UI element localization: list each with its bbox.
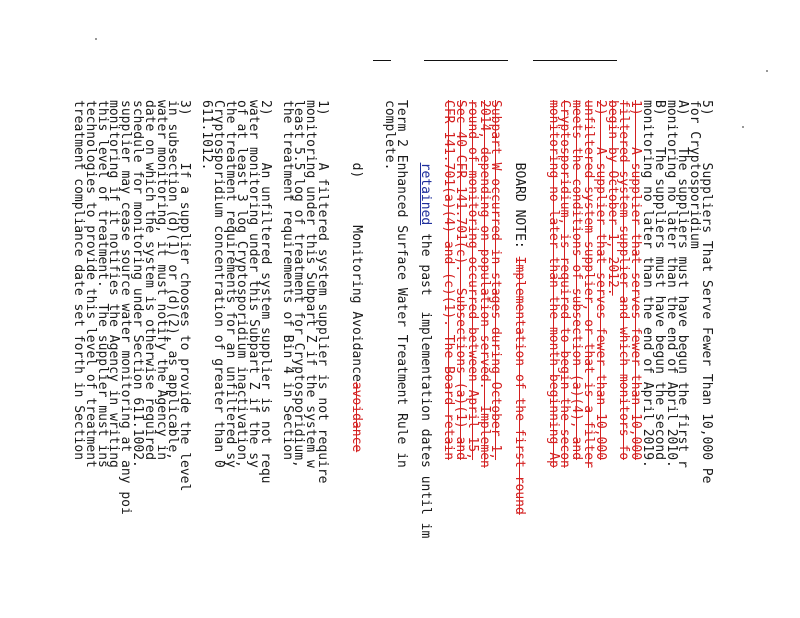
struck-text: avoidance	[348, 381, 364, 453]
text-line: Cryptosporidium concentration of greater than 0	[210, 100, 226, 468]
text-line: B) The suppliers must have begun the second	[651, 100, 667, 461]
text-line: this level of treatment. The supplier must ins	[94, 100, 110, 468]
text-line: of at least 3 log Cryptosporidium inactivation,	[234, 100, 250, 468]
section-5	[547, 100, 712, 618]
text-line: Term 2 Enhanced Surface Water Treatment Rule in	[394, 100, 410, 468]
section-d-item-3	[70, 100, 193, 618]
text-line: water monitoring, it must notify the Agency in	[153, 100, 169, 461]
struck-line: 1) A supplier that serves fewer than 10,000	[628, 100, 644, 461]
text-line: in subsection (d)(1) or (d)(2), as applicable,	[165, 100, 181, 461]
top-rule-long	[533, 60, 617, 61]
text-line: 611.1012.	[198, 100, 214, 171]
board-note	[383, 100, 536, 618]
board-note-label: BOARD NOTE:	[512, 162, 528, 249]
text-line: monitoring under this Subpart Z if the system w	[303, 100, 319, 468]
inserted-link-word[interactable]: retained	[417, 162, 433, 226]
struck-line: CFR 141.701(a)(4) and (c)(1). The Board retain	[441, 100, 457, 461]
struck-line: round of monitoring occurred between April 15,	[464, 100, 480, 461]
section-d-item-1	[279, 100, 331, 618]
struck-line: monitoring no later than the month beginning Ap	[545, 100, 561, 468]
text-line: least 5.5 log of treatment for Cryptosporidium,	[291, 100, 307, 468]
text-line: water monitoring under this Subpart Z if the sy	[246, 100, 262, 468]
rotated-text-body	[70, 100, 714, 618]
top-rule-short	[373, 60, 391, 61]
struck-line: meets the conditions of subsection (a)(4), and	[569, 100, 585, 461]
text-line: monitoring no later than the end of April 2019.	[640, 100, 656, 468]
text-line: complete.	[382, 100, 398, 171]
text-line: the treatment requirements of Bin 4 in Section	[279, 100, 295, 461]
scan-speck	[766, 70, 768, 72]
struck-line: Subpart W occurred in stages during October 1,	[488, 100, 504, 461]
text-line: treatment compliance date set forth in Section	[70, 100, 86, 461]
section-d-heading: d) Monitoring Avoidance	[348, 162, 364, 382]
text-line: 1) A filtered system supplier is not require	[315, 100, 331, 484]
text-line: A) The suppliers must have begun the first r	[675, 100, 691, 468]
struck-text: Implementation of the first round	[512, 256, 528, 515]
struck-line: unfiltered system supplier, or that is a filter	[581, 100, 597, 468]
text-line: for Cryptosporidium	[687, 100, 703, 249]
struck-line: Sec 40 CFR 141.701(c). Subsections (a)(1) and	[453, 100, 469, 461]
struck-line: 2) A supplier that serves fewer than 10,000	[592, 100, 608, 461]
text-line: date on which the system is otherwise required	[141, 100, 157, 461]
scan-speck	[742, 126, 744, 128]
scan-speck	[95, 38, 97, 40]
section-d	[72, 100, 373, 618]
text-line: 3) If a supplier chooses to provide the level	[177, 100, 193, 492]
text-line: monitoring if it notifies the Agency in writing	[106, 100, 122, 468]
struck-line: filtered system supplier and which monitors fo	[616, 100, 632, 461]
text-line: schedule for monitoring under Section 611.1002.	[129, 100, 145, 468]
section-5-heading: 5) Suppliers That Serve Fewer Than 10,000 Pe	[699, 100, 714, 484]
struck-line: 2014, depending on population served. Implemen	[476, 100, 492, 468]
text-line: the treatment requirements for an unfiltered sy	[222, 100, 238, 468]
section-d-item-2	[200, 100, 271, 618]
text-line: technologies to provide this level of treatment	[82, 100, 98, 468]
struck-line: begin by October 1, 2012.	[604, 100, 620, 296]
top-rule-middle	[424, 60, 508, 61]
text-line: the past implementation dates until im	[417, 233, 433, 539]
text-line: supplier may cease source water monitoring at any poi	[118, 100, 134, 515]
text-line: 2) An unfiltered system supplier is not requ	[257, 100, 273, 484]
text-line: monitoring no later than the end of April 2010.	[663, 100, 679, 468]
struck-line: Cryptosporidium, is required to begin the secon	[557, 100, 573, 468]
